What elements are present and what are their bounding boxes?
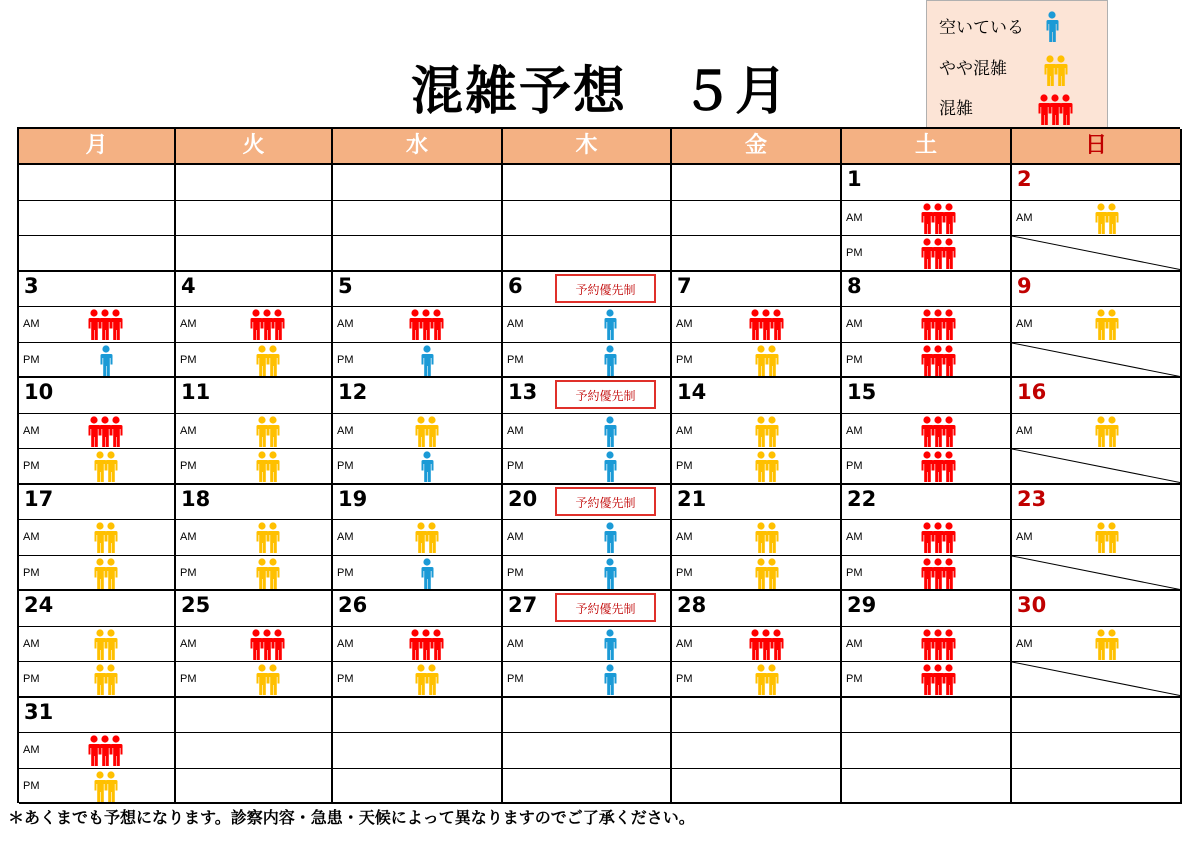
- am-label: AM: [337, 637, 354, 650]
- day-number: 24: [24, 593, 54, 617]
- day-number: 12: [338, 380, 368, 404]
- person-group-icon: [920, 451, 956, 487]
- day-number: 29: [847, 593, 877, 617]
- person-single-icon: [603, 558, 617, 594]
- am-label: AM: [337, 318, 354, 330]
- reservation-badge: 予約優先制: [555, 274, 656, 303]
- day-cell: [333, 272, 503, 308]
- person-single-icon: [420, 345, 434, 381]
- am-label: AM: [180, 424, 197, 437]
- empty-cell: [333, 236, 503, 272]
- pm-label: PM: [676, 353, 693, 366]
- day-number: 27: [508, 593, 538, 617]
- day-number: 26: [338, 593, 368, 617]
- empty-cell: [842, 769, 1012, 805]
- person-group-icon: [748, 629, 784, 665]
- am-slot: [19, 627, 176, 663]
- day-cell: [176, 272, 333, 308]
- closed-slash: [1012, 556, 1180, 590]
- day-cell: [672, 591, 842, 627]
- person-group-icon: [920, 238, 956, 274]
- empty-cell: [333, 698, 503, 734]
- pm-label: PM: [846, 247, 863, 259]
- person-pair-icon: [255, 664, 280, 700]
- empty-cell: [19, 165, 176, 201]
- pm-label: PM: [507, 673, 524, 685]
- person-group-icon: [920, 664, 956, 700]
- weekday-header: 金: [672, 129, 842, 165]
- am-label: AM: [180, 637, 197, 650]
- am-label: AM: [1016, 318, 1033, 330]
- am-slot: [1012, 520, 1182, 556]
- day-number: 7: [677, 273, 692, 298]
- pm-slot: [503, 556, 672, 592]
- am-label: AM: [23, 424, 40, 437]
- day-cell: [333, 485, 503, 521]
- empty-cell: [503, 165, 672, 201]
- pm-slot: [176, 662, 333, 698]
- day-cell: [176, 591, 333, 627]
- day-cell: [503, 272, 672, 308]
- am-label: AM: [846, 531, 863, 543]
- pm-slot: [672, 449, 842, 485]
- am-label: AM: [846, 424, 863, 437]
- day-number: 2: [1017, 167, 1032, 191]
- empty-cell: [503, 698, 672, 734]
- day-cell: [19, 378, 176, 414]
- pm-slot: [1012, 662, 1182, 698]
- person-pair-icon: [1094, 629, 1119, 665]
- day-cell: [1012, 485, 1182, 521]
- empty-cell: [19, 236, 176, 272]
- weekday-header: 水: [333, 129, 503, 165]
- person-pair-icon: [93, 558, 118, 594]
- day-cell: [333, 591, 503, 627]
- pm-slot: [1012, 343, 1182, 379]
- day-number: 4: [181, 273, 196, 298]
- person-group-icon: [748, 309, 784, 345]
- day-cell: [842, 485, 1012, 521]
- day-number: 15: [847, 380, 877, 404]
- legend-label-crowded: 混雑: [939, 99, 973, 119]
- calendar-grid: [17, 127, 1180, 803]
- person-group-icon: [87, 416, 123, 452]
- pm-slot: [19, 662, 176, 698]
- person-single-icon: [420, 558, 434, 594]
- empty-cell: [1012, 769, 1182, 805]
- pm-label: PM: [180, 353, 197, 366]
- person-group-icon: [920, 203, 956, 239]
- pm-slot: [672, 343, 842, 379]
- person-pair-icon: [1094, 203, 1119, 239]
- person-pair-icon: [754, 522, 779, 558]
- person-pair-icon: [754, 345, 779, 381]
- person-group-icon: [408, 309, 444, 345]
- day-cell: [176, 485, 333, 521]
- day-number: 19: [338, 486, 368, 511]
- am-label: AM: [180, 531, 197, 543]
- am-slot: [672, 627, 842, 663]
- day-number: 21: [677, 486, 707, 511]
- day-cell: [842, 591, 1012, 627]
- day-number: 22: [847, 486, 877, 511]
- empty-cell: [503, 769, 672, 805]
- pm-slot: [176, 556, 333, 592]
- empty-cell: [333, 733, 503, 769]
- day-cell: [19, 698, 176, 734]
- am-slot: [842, 520, 1012, 556]
- day-number: 30: [1017, 593, 1047, 617]
- person-group-icon: [920, 522, 956, 558]
- empty-cell: [19, 201, 176, 237]
- legend-label-medium: やや混雑: [939, 59, 1007, 79]
- pm-slot: [333, 556, 503, 592]
- person-group-icon: [408, 629, 444, 665]
- pm-label: PM: [23, 566, 40, 579]
- empty-cell: [672, 733, 842, 769]
- empty-cell: [176, 236, 333, 272]
- am-slot: [333, 520, 503, 556]
- am-label: AM: [1016, 424, 1033, 437]
- pm-label: PM: [676, 566, 693, 579]
- am-label: AM: [846, 318, 863, 330]
- am-slot: [842, 414, 1012, 450]
- am-slot: [1012, 414, 1182, 450]
- pm-label: PM: [23, 353, 40, 366]
- day-number: 1: [847, 167, 862, 191]
- person-group-icon: [920, 629, 956, 665]
- day-number: 10: [24, 380, 54, 404]
- closed-slash: [1012, 662, 1180, 696]
- am-label: AM: [676, 318, 693, 330]
- reservation-badge: 予約優先制: [555, 380, 656, 409]
- am-label: AM: [1016, 637, 1033, 650]
- weekday-header: 日: [1012, 129, 1182, 165]
- pm-slot: [1012, 236, 1182, 272]
- person-pair-icon: [414, 416, 439, 452]
- day-number: 5: [338, 273, 353, 298]
- am-slot: [19, 307, 176, 343]
- am-label: AM: [507, 424, 524, 437]
- day-cell: [672, 378, 842, 414]
- am-slot: [176, 520, 333, 556]
- pm-label: PM: [846, 353, 863, 366]
- day-number: 16: [1017, 380, 1047, 404]
- am-slot: [672, 520, 842, 556]
- pm-label: PM: [180, 460, 197, 472]
- person-pair-icon: [1094, 522, 1119, 558]
- am-slot: [503, 627, 672, 663]
- person-pair-icon: [93, 522, 118, 558]
- pm-label: PM: [180, 673, 197, 685]
- person-group-icon: [87, 309, 123, 345]
- am-label: AM: [23, 744, 40, 756]
- am-slot: [842, 307, 1012, 343]
- person-pair-icon: [93, 664, 118, 700]
- pm-slot: [672, 662, 842, 698]
- pm-label: PM: [337, 673, 354, 685]
- empty-cell: [176, 165, 333, 201]
- person-pair-icon: [754, 416, 779, 452]
- pm-slot: [176, 449, 333, 485]
- pm-slot: [503, 449, 672, 485]
- day-number: 9: [1017, 273, 1032, 298]
- pm-slot: [503, 662, 672, 698]
- pm-label: PM: [846, 460, 863, 472]
- am-slot: [176, 307, 333, 343]
- day-cell: [1012, 165, 1182, 201]
- day-number: 18: [181, 486, 211, 511]
- am-label: AM: [180, 318, 197, 330]
- pm-label: PM: [23, 779, 40, 792]
- day-cell: [1012, 591, 1182, 627]
- pm-slot: [19, 343, 176, 379]
- person-pair-icon: [414, 664, 439, 700]
- legend: [926, 0, 1108, 128]
- empty-cell: [503, 733, 672, 769]
- empty-cell: [176, 698, 333, 734]
- pm-slot: [842, 662, 1012, 698]
- am-label: AM: [507, 318, 524, 330]
- pm-slot: [842, 343, 1012, 379]
- pm-slot: [176, 343, 333, 379]
- empty-cell: [503, 201, 672, 237]
- person-pair-icon: [93, 629, 118, 665]
- person-pair-icon: [255, 522, 280, 558]
- day-cell: [503, 591, 672, 627]
- reservation-badge: 予約優先制: [555, 487, 656, 516]
- pm-slot: [1012, 449, 1182, 485]
- person-single-icon: [420, 451, 434, 487]
- person-pair-icon: [255, 558, 280, 594]
- am-slot: [19, 733, 176, 769]
- pm-slot: [842, 236, 1012, 272]
- am-slot: [333, 307, 503, 343]
- day-number: 17: [24, 486, 54, 511]
- am-slot: [503, 307, 672, 343]
- day-cell: [503, 485, 672, 521]
- am-slot: [1012, 201, 1182, 237]
- am-label: AM: [676, 424, 693, 437]
- page-title: 混雑予想 ５月: [410, 62, 789, 122]
- am-label: AM: [676, 637, 693, 650]
- day-number: 6: [508, 273, 523, 298]
- person-single-icon: [603, 416, 617, 452]
- am-slot: [176, 414, 333, 450]
- person-pair-icon: [93, 771, 118, 807]
- am-slot: [176, 627, 333, 663]
- day-number: 20: [508, 486, 538, 511]
- weekday-header: 月: [19, 129, 176, 165]
- person-group-icon: [920, 416, 956, 452]
- person-group-icon: [87, 735, 123, 771]
- pm-label: PM: [337, 353, 354, 366]
- weekday-header: 木: [503, 129, 672, 165]
- am-slot: [1012, 627, 1182, 663]
- am-label: AM: [337, 424, 354, 437]
- empty-cell: [1012, 733, 1182, 769]
- am-label: AM: [1016, 211, 1033, 224]
- person-pair-icon: [255, 416, 280, 452]
- person-pair-icon: [255, 451, 280, 487]
- pm-slot: [333, 343, 503, 379]
- pm-slot: [19, 769, 176, 805]
- am-slot: [19, 414, 176, 450]
- pm-slot: [672, 556, 842, 592]
- am-label: AM: [846, 211, 863, 224]
- person-pair-icon: [754, 451, 779, 487]
- day-number: 11: [181, 380, 211, 404]
- day-number: 3: [24, 273, 39, 298]
- day-cell: [19, 272, 176, 308]
- day-number: 8: [847, 273, 862, 298]
- am-slot: [672, 414, 842, 450]
- pm-slot: [842, 449, 1012, 485]
- footnote: ＊あくまでも予想になります。診察内容・急患・天候によって異なりますのでご了承ください。: [8, 808, 695, 827]
- day-number: 13: [508, 380, 538, 404]
- person-pair-icon: [754, 664, 779, 700]
- am-slot: [333, 414, 503, 450]
- day-cell: [176, 378, 333, 414]
- pm-slot: [1012, 556, 1182, 592]
- closed-slash: [1012, 236, 1180, 270]
- pm-label: PM: [23, 460, 40, 472]
- am-label: AM: [337, 531, 354, 543]
- person-group-icon: [1037, 94, 1073, 130]
- person-pair-icon: [414, 522, 439, 558]
- pm-slot: [503, 343, 672, 379]
- pm-label: PM: [507, 460, 524, 472]
- closed-slash: [1012, 343, 1180, 377]
- legend-label-empty: 空いている: [939, 18, 1024, 38]
- am-label: AM: [23, 531, 40, 543]
- pm-label: PM: [337, 566, 354, 579]
- pm-label: PM: [676, 673, 693, 685]
- am-label: AM: [507, 637, 524, 650]
- reservation-badge: 予約優先制: [555, 593, 656, 622]
- am-slot: [503, 520, 672, 556]
- am-label: AM: [846, 637, 863, 650]
- day-cell: [672, 272, 842, 308]
- empty-cell: [176, 769, 333, 805]
- person-single-icon: [603, 522, 617, 558]
- empty-cell: [176, 733, 333, 769]
- pm-label: PM: [507, 353, 524, 366]
- person-group-icon: [249, 309, 285, 345]
- day-number: 23: [1017, 486, 1047, 511]
- am-slot: [1012, 307, 1182, 343]
- pm-label: PM: [846, 566, 863, 579]
- pm-slot: [333, 662, 503, 698]
- am-slot: [672, 307, 842, 343]
- day-number: 25: [181, 593, 211, 617]
- day-cell: [1012, 378, 1182, 414]
- day-cell: [672, 485, 842, 521]
- person-pair-icon: [754, 558, 779, 594]
- am-label: AM: [676, 531, 693, 543]
- pm-slot: [19, 556, 176, 592]
- empty-cell: [503, 236, 672, 272]
- person-group-icon: [920, 558, 956, 594]
- person-single-icon: [99, 345, 113, 381]
- day-cell: [333, 378, 503, 414]
- day-cell: [842, 165, 1012, 201]
- day-number: 28: [677, 593, 707, 617]
- empty-cell: [176, 201, 333, 237]
- empty-cell: [842, 698, 1012, 734]
- person-pair-icon: [93, 451, 118, 487]
- empty-cell: [1012, 698, 1182, 734]
- am-slot: [19, 520, 176, 556]
- person-single-icon: [603, 451, 617, 487]
- empty-cell: [333, 769, 503, 805]
- empty-cell: [842, 733, 1012, 769]
- weekday-header: 土: [842, 129, 1012, 165]
- empty-cell: [672, 236, 842, 272]
- day-cell: [842, 378, 1012, 414]
- pm-label: PM: [23, 673, 40, 685]
- am-slot: [842, 627, 1012, 663]
- day-cell: [503, 378, 672, 414]
- empty-cell: [672, 769, 842, 805]
- person-group-icon: [920, 345, 956, 381]
- person-pair-icon: [1094, 416, 1119, 452]
- weekday-header: 火: [176, 129, 333, 165]
- day-cell: [1012, 272, 1182, 308]
- day-cell: [19, 591, 176, 627]
- person-group-icon: [249, 629, 285, 665]
- day-cell: [19, 485, 176, 521]
- pm-slot: [19, 449, 176, 485]
- pm-label: PM: [337, 460, 354, 472]
- person-pair-icon: [1094, 309, 1119, 345]
- pm-label: PM: [676, 460, 693, 472]
- pm-slot: [333, 449, 503, 485]
- person-group-icon: [920, 309, 956, 345]
- am-label: AM: [23, 637, 40, 650]
- person-pair-icon: [1043, 55, 1068, 91]
- am-label: AM: [1016, 531, 1033, 543]
- closed-slash: [1012, 449, 1180, 483]
- person-single-icon: [603, 664, 617, 700]
- pm-label: PM: [507, 566, 524, 579]
- person-single-icon: [603, 345, 617, 381]
- person-single-icon: [603, 629, 617, 665]
- pm-slot: [842, 556, 1012, 592]
- am-slot: [842, 201, 1012, 237]
- am-slot: [503, 414, 672, 450]
- day-cell: [842, 272, 1012, 308]
- pm-label: PM: [846, 673, 863, 685]
- empty-cell: [333, 165, 503, 201]
- day-number: 31: [24, 699, 54, 724]
- am-label: AM: [507, 531, 524, 543]
- pm-label: PM: [180, 566, 197, 579]
- empty-cell: [333, 201, 503, 237]
- day-number: 14: [677, 380, 707, 404]
- am-slot: [333, 627, 503, 663]
- empty-cell: [672, 698, 842, 734]
- empty-cell: [672, 165, 842, 201]
- person-pair-icon: [255, 345, 280, 381]
- am-label: AM: [23, 318, 40, 330]
- person-single-icon: [1045, 11, 1059, 47]
- empty-cell: [672, 201, 842, 237]
- person-single-icon: [603, 309, 617, 345]
